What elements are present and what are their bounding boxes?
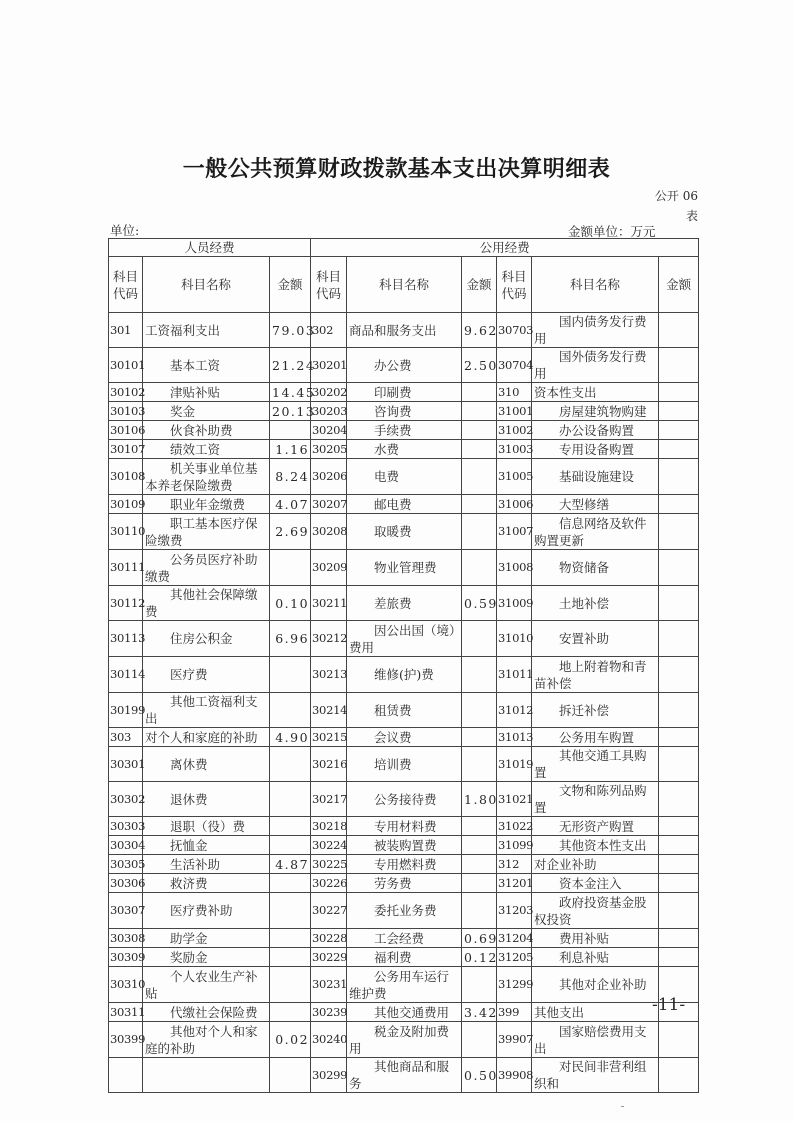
- subject-name: 其他商品和服务: [347, 1058, 462, 1093]
- amount: [659, 1058, 699, 1093]
- group-header-personnel: 人员经费: [109, 239, 311, 257]
- amount: [270, 948, 311, 967]
- subject-code: 30112: [109, 586, 143, 621]
- amount: 0.12: [462, 948, 497, 967]
- subject-name: 机关事业单位基本养老保险缴费: [143, 459, 270, 495]
- subject-code: 30201: [311, 348, 347, 383]
- subject-name: 专用设备购置: [532, 440, 659, 459]
- subject-code: 30703: [497, 313, 532, 348]
- amount: [659, 550, 699, 586]
- amount: 3.42: [462, 1003, 497, 1022]
- table-row: [109, 550, 699, 586]
- amount: [462, 728, 497, 747]
- column-header-code: 科目代码: [109, 257, 143, 313]
- scan-speck: [621, 1106, 624, 1107]
- table-row: [109, 747, 699, 782]
- amount: [462, 495, 497, 514]
- subject-name: 取暖费: [347, 514, 462, 550]
- subject-name: 委托业务费: [347, 893, 462, 929]
- subject-name: 福利费: [347, 948, 462, 967]
- amount: 0.69: [462, 929, 497, 948]
- subject-name: 工资福利支出: [143, 313, 270, 348]
- subject-code: 30302: [109, 782, 143, 817]
- subject-name: 救济费: [143, 874, 270, 893]
- subject-name: 职业年金缴费: [143, 495, 270, 514]
- amount: [659, 495, 699, 514]
- subject-name: 资本性支出: [532, 383, 659, 402]
- subject-name: 其他支出: [532, 1003, 659, 1022]
- amount: [462, 893, 497, 929]
- table-row: [109, 948, 699, 967]
- form-number: 公开 06 表: [654, 189, 698, 223]
- table-row: [109, 383, 699, 402]
- subject-code: 30214: [311, 693, 347, 728]
- table-row: [109, 1003, 699, 1022]
- subject-code: 30310: [109, 967, 143, 1003]
- table-row: [109, 621, 699, 657]
- subject-code: 30109: [109, 495, 143, 514]
- amount: [270, 657, 311, 693]
- amount: [270, 1058, 311, 1093]
- column-header-amount: 金额: [659, 257, 699, 313]
- subject-name: 其他工资福利支出: [143, 693, 270, 728]
- subject-code: 30231: [311, 967, 347, 1003]
- table-row: [109, 874, 699, 893]
- amount: [270, 421, 311, 440]
- subject-code: 30102: [109, 383, 143, 402]
- subject-name: 离休费: [143, 747, 270, 782]
- table-row: [109, 348, 699, 383]
- subject-name: 办公费: [347, 348, 462, 383]
- subject-name: 商品和服务支出: [347, 313, 462, 348]
- subject-name: 退休费: [143, 782, 270, 817]
- subject-name: 咨询费: [347, 402, 462, 421]
- subject-name: 利息补贴: [532, 948, 659, 967]
- unit-label: 单位:: [110, 223, 140, 238]
- subject-name: 差旅费: [347, 586, 462, 621]
- subject-code: 30199: [109, 693, 143, 728]
- amount: [659, 836, 699, 855]
- subject-code: 31299: [497, 967, 532, 1003]
- amount: 1.16: [270, 440, 311, 459]
- subject-code: 30203: [311, 402, 347, 421]
- amount: [462, 1022, 497, 1058]
- subject-name: 政府投资基金股权投资: [532, 893, 659, 929]
- subject-name: 住房公积金: [143, 621, 270, 657]
- subject-name: 其他交通费用: [347, 1003, 462, 1022]
- subject-code: 303: [109, 728, 143, 747]
- subject-name: 津贴补贴: [143, 383, 270, 402]
- subject-name: 退职（役）费: [143, 817, 270, 836]
- subject-name: 工会经费: [347, 929, 462, 948]
- subject-code: 30103: [109, 402, 143, 421]
- amount: [462, 855, 497, 874]
- amount: [270, 929, 311, 948]
- amount: 8.24: [270, 459, 311, 495]
- subject-code: 30299: [311, 1058, 347, 1093]
- subject-code: 30704: [497, 348, 532, 383]
- subject-name: 无形资产购置: [532, 817, 659, 836]
- amount: [462, 402, 497, 421]
- amount: [270, 967, 311, 1003]
- subject-code: 30206: [311, 459, 347, 495]
- subject-name: 专用材料费: [347, 817, 462, 836]
- amount: [659, 1022, 699, 1058]
- subject-code: 31013: [497, 728, 532, 747]
- subject-name: 房屋建筑物购建: [532, 402, 659, 421]
- amount: [462, 621, 497, 657]
- subject-name: 电费: [347, 459, 462, 495]
- subject-code: 30305: [109, 855, 143, 874]
- subject-code: 31099: [497, 836, 532, 855]
- subject-name: 代缴社会保险费: [143, 1003, 270, 1022]
- subject-name: 医疗费: [143, 657, 270, 693]
- amount: [462, 836, 497, 855]
- table-row: [109, 967, 699, 1003]
- subject-code: 30301: [109, 747, 143, 782]
- amount: [659, 402, 699, 421]
- subject-code: 31009: [497, 586, 532, 621]
- subject-code: 30111: [109, 550, 143, 586]
- subject-name: 助学金: [143, 929, 270, 948]
- subject-name: 职工基本医疗保险缴费: [143, 514, 270, 550]
- amount: [462, 874, 497, 893]
- table-row: [109, 929, 699, 948]
- subject-name: 国外债务发行费用: [532, 348, 659, 383]
- amount: [659, 348, 699, 383]
- subject-code: 30114: [109, 657, 143, 693]
- amount: [659, 514, 699, 550]
- amount: 0.59: [462, 586, 497, 621]
- subject-name: 基本工资: [143, 348, 270, 383]
- subject-name: 邮电费: [347, 495, 462, 514]
- amount: [659, 383, 699, 402]
- table-row: [109, 514, 699, 550]
- amount: [462, 967, 497, 1003]
- subject-code: 301: [109, 313, 143, 348]
- table-row: [109, 495, 699, 514]
- amount: 20.13: [270, 402, 311, 421]
- amount: [659, 459, 699, 495]
- table-row: [109, 817, 699, 836]
- subject-name: 对个人和家庭的补助: [143, 728, 270, 747]
- table-row: [109, 586, 699, 621]
- subject-name: 其他社会保障缴费: [143, 586, 270, 621]
- subject-code: 30208: [311, 514, 347, 550]
- subject-name: 手续费: [347, 421, 462, 440]
- amount: [270, 893, 311, 929]
- subject-code: 30110: [109, 514, 143, 550]
- subject-code: 39907: [497, 1022, 532, 1058]
- amount: 9.62: [462, 313, 497, 348]
- subject-name: 对企业补助: [532, 855, 659, 874]
- amount: [659, 693, 699, 728]
- group-header-row: [109, 239, 699, 257]
- amount: [659, 855, 699, 874]
- subject-name: 资本金注入: [532, 874, 659, 893]
- expenditure-table: [108, 238, 699, 1093]
- subject-name: 其他对企业补助: [532, 967, 659, 1003]
- subject-code: 31005: [497, 459, 532, 495]
- subject-code: 310: [497, 383, 532, 402]
- subject-code: 30211: [311, 586, 347, 621]
- amount: [659, 929, 699, 948]
- subject-code: 30228: [311, 929, 347, 948]
- table-row: [109, 402, 699, 421]
- column-header-name: 科目名称: [532, 257, 659, 313]
- amount: [659, 782, 699, 817]
- table-row: [109, 782, 699, 817]
- subject-name: 其他交通工具购置: [532, 747, 659, 782]
- subject-name: 专用燃料费: [347, 855, 462, 874]
- subject-code: 30307: [109, 893, 143, 929]
- subject-code: 30218: [311, 817, 347, 836]
- table-row: [109, 459, 699, 495]
- column-header-row: [109, 257, 699, 313]
- amount: [659, 893, 699, 929]
- subject-name: 培训费: [347, 747, 462, 782]
- amount: 2.50: [462, 348, 497, 383]
- amount: [659, 313, 699, 348]
- subject-code: 30306: [109, 874, 143, 893]
- subject-code: 30107: [109, 440, 143, 459]
- subject-code: 30106: [109, 421, 143, 440]
- subject-code: 30311: [109, 1003, 143, 1022]
- table-row: [109, 1058, 699, 1093]
- page-title: 一般公共预算财政拨款基本支出决算明细表: [182, 157, 611, 182]
- amount: [659, 747, 699, 782]
- subject-code: 39908: [497, 1058, 532, 1093]
- subject-code: 30212: [311, 621, 347, 657]
- subject-code: 30224: [311, 836, 347, 855]
- subject-code: 31001: [497, 402, 532, 421]
- subject-name: 其他对个人和家庭的补助: [143, 1022, 270, 1058]
- amount: [462, 817, 497, 836]
- amount: [462, 459, 497, 495]
- amount: 14.45: [270, 383, 311, 402]
- amount: 4.07: [270, 495, 311, 514]
- subject-code: 31021: [497, 782, 532, 817]
- subject-code: 31007: [497, 514, 532, 550]
- table-row: [109, 693, 699, 728]
- subject-name: 大型修缮: [532, 495, 659, 514]
- table-row: [109, 440, 699, 459]
- amount: [659, 440, 699, 459]
- subject-name: 奖金: [143, 402, 270, 421]
- amount: [462, 440, 497, 459]
- subject-code: 30215: [311, 728, 347, 747]
- subject-code: 31012: [497, 693, 532, 728]
- subject-code: 30303: [109, 817, 143, 836]
- subject-name: 公务员医疗补助缴费: [143, 550, 270, 586]
- subject-code: 31006: [497, 495, 532, 514]
- subject-name: 公务接待费: [347, 782, 462, 817]
- table-row: [109, 313, 699, 348]
- amount: [270, 550, 311, 586]
- subject-code: 30202: [311, 383, 347, 402]
- amount: [659, 586, 699, 621]
- subject-code: 30209: [311, 550, 347, 586]
- amount: [270, 874, 311, 893]
- subject-name: [143, 1058, 270, 1093]
- amount: 2.69: [270, 514, 311, 550]
- subject-name: 其他资本性支出: [532, 836, 659, 855]
- subject-code: 30227: [311, 893, 347, 929]
- subject-name: 对民间非营利组织和: [532, 1058, 659, 1093]
- subject-code: 31002: [497, 421, 532, 440]
- money-unit-label: 金额单位：万元: [568, 224, 656, 239]
- subject-name: 抚恤金: [143, 836, 270, 855]
- subject-name: 安置补助: [532, 621, 659, 657]
- amount: [659, 657, 699, 693]
- table-row: [109, 657, 699, 693]
- subject-code: 30113: [109, 621, 143, 657]
- subject-code: 30213: [311, 657, 347, 693]
- amount: [270, 782, 311, 817]
- column-header-code: 科目代码: [497, 257, 532, 313]
- subject-code: 31003: [497, 440, 532, 459]
- subject-code: 31022: [497, 817, 532, 836]
- amount: 1.80: [462, 782, 497, 817]
- amount: 0.02: [270, 1022, 311, 1058]
- subject-name: 租赁费: [347, 693, 462, 728]
- subject-name: 信息网络及软件购置更新: [532, 514, 659, 550]
- amount: 6.96: [270, 621, 311, 657]
- subject-code: 30207: [311, 495, 347, 514]
- subject-code: [109, 1058, 143, 1093]
- subject-name: 伙食补助费: [143, 421, 270, 440]
- subject-name: 劳务费: [347, 874, 462, 893]
- table-body: [109, 313, 699, 1093]
- amount: [659, 948, 699, 967]
- subject-code: 30225: [311, 855, 347, 874]
- subject-name: 国家赔偿费用支出: [532, 1022, 659, 1058]
- amount: 4.90: [270, 728, 311, 747]
- subject-code: 30309: [109, 948, 143, 967]
- table-row: [109, 855, 699, 874]
- amount: [659, 874, 699, 893]
- subject-code: 31205: [497, 948, 532, 967]
- subject-code: 31203: [497, 893, 532, 929]
- amount: [659, 728, 699, 747]
- subject-name: 个人农业生产补贴: [143, 967, 270, 1003]
- column-header-name: 科目名称: [143, 257, 270, 313]
- subject-code: 30216: [311, 747, 347, 782]
- subject-code: 302: [311, 313, 347, 348]
- subject-name: 医疗费补助: [143, 893, 270, 929]
- amount: 0.50: [462, 1058, 497, 1093]
- amount: [462, 383, 497, 402]
- subject-name: 会议费: [347, 728, 462, 747]
- subject-code: 30304: [109, 836, 143, 855]
- column-header-code: 科目代码: [311, 257, 347, 313]
- table-row: [109, 1022, 699, 1058]
- subject-code: 31201: [497, 874, 532, 893]
- table-row: [109, 421, 699, 440]
- subject-name: 奖励金: [143, 948, 270, 967]
- page-number: -11-: [652, 995, 686, 1015]
- subject-code: 30204: [311, 421, 347, 440]
- amount: [659, 421, 699, 440]
- subject-code: 31019: [497, 747, 532, 782]
- amount: 79.03: [270, 313, 311, 348]
- table-row: [109, 728, 699, 747]
- subject-name: 公务用车购置: [532, 728, 659, 747]
- subject-name: 物业管理费: [347, 550, 462, 586]
- subject-name: 绩效工资: [143, 440, 270, 459]
- table-row: [109, 893, 699, 929]
- amount: [270, 817, 311, 836]
- subject-code: 31010: [497, 621, 532, 657]
- subject-name: 办公设备购置: [532, 421, 659, 440]
- amount: [659, 817, 699, 836]
- column-header-name: 科目名称: [347, 257, 462, 313]
- subject-code: 30240: [311, 1022, 347, 1058]
- subject-code: 31204: [497, 929, 532, 948]
- subject-name: 基础设施建设: [532, 459, 659, 495]
- subject-code: 30239: [311, 1003, 347, 1022]
- subject-name: 印刷费: [347, 383, 462, 402]
- amount: [462, 693, 497, 728]
- subject-code: 30229: [311, 948, 347, 967]
- subject-name: 维修(护)费: [347, 657, 462, 693]
- subject-code: 30308: [109, 929, 143, 948]
- subject-name: 生活补助: [143, 855, 270, 874]
- table-row: [109, 836, 699, 855]
- amount: [270, 836, 311, 855]
- subject-code: 31011: [497, 657, 532, 693]
- amount: [462, 550, 497, 586]
- subject-code: 30226: [311, 874, 347, 893]
- subject-name: 水费: [347, 440, 462, 459]
- subject-name: 公务用车运行维护费: [347, 967, 462, 1003]
- amount: 4.87: [270, 855, 311, 874]
- subject-code: 30205: [311, 440, 347, 459]
- subject-code: 312: [497, 855, 532, 874]
- subject-name: 被装购置费: [347, 836, 462, 855]
- amount: 0.10: [270, 586, 311, 621]
- subject-name: 文物和陈列品购置: [532, 782, 659, 817]
- amount: [462, 657, 497, 693]
- subject-name: 物资储备: [532, 550, 659, 586]
- column-header-amount: 金额: [462, 257, 497, 313]
- subject-code: 30101: [109, 348, 143, 383]
- subject-name: 地上附着物和青苗补偿: [532, 657, 659, 693]
- amount: [270, 1003, 311, 1022]
- amount: [270, 693, 311, 728]
- subject-name: 拆迁补偿: [532, 693, 659, 728]
- column-header-amount: 金额: [270, 257, 311, 313]
- amount: [462, 747, 497, 782]
- subject-code: 399: [497, 1003, 532, 1022]
- subject-code: 30399: [109, 1022, 143, 1058]
- amount: [659, 621, 699, 657]
- subject-name: 因公出国（境）费用: [347, 621, 462, 657]
- subject-name: 国内债务发行费用: [532, 313, 659, 348]
- subject-code: 30108: [109, 459, 143, 495]
- subject-code: 30217: [311, 782, 347, 817]
- subject-name: 费用补贴: [532, 929, 659, 948]
- amount: [462, 514, 497, 550]
- group-header-public: 公用经费: [311, 239, 699, 257]
- subject-name: 税金及附加费用: [347, 1022, 462, 1058]
- amount: [270, 747, 311, 782]
- subject-name: 土地补偿: [532, 586, 659, 621]
- amount: [462, 421, 497, 440]
- amount: 21.24: [270, 348, 311, 383]
- subject-code: 31008: [497, 550, 532, 586]
